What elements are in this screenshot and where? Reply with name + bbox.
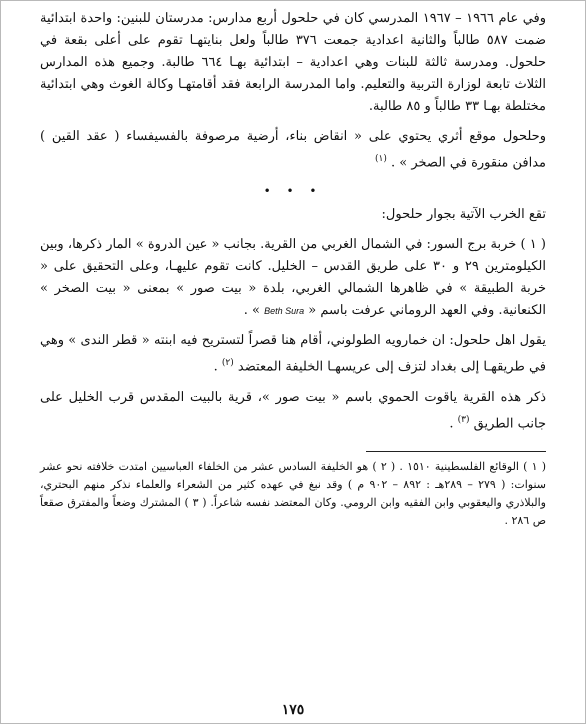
footnotes (40, 458, 546, 530)
paragraph-burj-al-sur-text: ( ١ ) خربة برج السور: في الشمال الغربي من القرية. بجانب « عين الدروة » المار ذكرها، وبين الكيلومترين ٢٩ و ٣٠ على طريق القدس – الخليل. كانت تقوم عليهـا، وعلى التحقيق على « خربة الطبيقة » في ظاهرها الشمالي الغربي، بلدة « بيت صور » بمعنى « بيت الصخر » الكنعانية. وفي العهد الروماني عرفت باسم « (40, 237, 546, 319)
paragraph-khumarawayh-end: . (213, 359, 218, 375)
footnote-ref-3: (٣) (457, 414, 470, 425)
paragraph-burj-al-sur (40, 234, 546, 322)
latin-name-beth-sura: Beth Sura (264, 306, 305, 317)
paragraph-yaqut (40, 387, 546, 435)
paragraph-archaeology-text: وحلحول موقع أثري يحتوي على « انقاض بناء، أرضية مرصوفة بالفسيفساء ( عقد القين ) مدافن منقورة في الصخر » . (40, 129, 546, 171)
paragraph-burj-al-sur-end: » . (243, 303, 260, 319)
paragraph-yaqut-text: ذكر هذه القرية ياقوت الحموي باسم « بيت صور »، قرية بالبيت المقدس قرب الخليل على جانب الطريق (40, 389, 546, 431)
footnote-text: ( ١ ) الوقائع الفلسطينية ١٥١٠ . ( ٢ ) هو الخليفة السادس عشر من الخلفاء العباسيين امتدت خلافته نحو عشر سنوات: ( ٢٧٩ – ٢٨٩هـ : ٨٩٢ – ٩٠٢ م ) وقد نبغ في عهده كثير من الشعراء والعلماء نذكر منهم البحتري، والبلاذري واليعقوبي وابن الفقيه وابن الرومي. وكان المعتضد نفسه شاعراً. ( ٣ ) المشترك وضعاً والمفترق صقعاً ص ٢٨٦ . (40, 459, 547, 527)
footnote-divider (366, 451, 546, 452)
page-number: ١٧٥ (281, 702, 305, 718)
footnote-ref-1: (١) (375, 154, 387, 164)
paragraph-khumarawayh (40, 330, 546, 378)
section-separator: • • • (263, 184, 323, 199)
paragraph-khumarawayh-text: يقول اهل حلحول: ان خمارويه الطولوني، أقام هنا قصراً لتستريح فيه ابنته « قطر الندى » وهي في طريقهـا إلى بغداد لتزف إلى عريسهـا الخليفة المعتضد (40, 333, 546, 375)
footnote-ref-2: (٢) (221, 358, 234, 369)
paragraph-yaqut-end: . (449, 415, 454, 431)
paragraph-schools: وفي عام ١٩٦٦ – ١٩٦٧ المدرسي كان في حلحول أربع مدارس: مدرستان للبنين: واحدة ابتدائية ضمت ٥٨٧ طالباً والثانية اعدادية جمعت ٣٧٦ طالباً ولعل بنايتهـا تقوم على أعلى بقعة في حلحول. ومدرسة ثالثة للبنات وهي اعدادية – ابتدائية بهـا ٦٦٤ طالبة. وجميع هذه المدارس الثلاث تابعة لوزارة التربية والتعليم. واما المدرسة الرابعة فقد أقامتهـا وكالة الغوث وهي ابتدائية مختلطة بهـا ٣٣ طالباً و ٨٥ طالبة. (40, 11, 547, 114)
book-page (40, 6, 546, 718)
paragraph-archaeology (40, 126, 546, 174)
paragraph-ruins-intro: تقع الخرب الآتية بجوار حلحول: (381, 207, 546, 223)
